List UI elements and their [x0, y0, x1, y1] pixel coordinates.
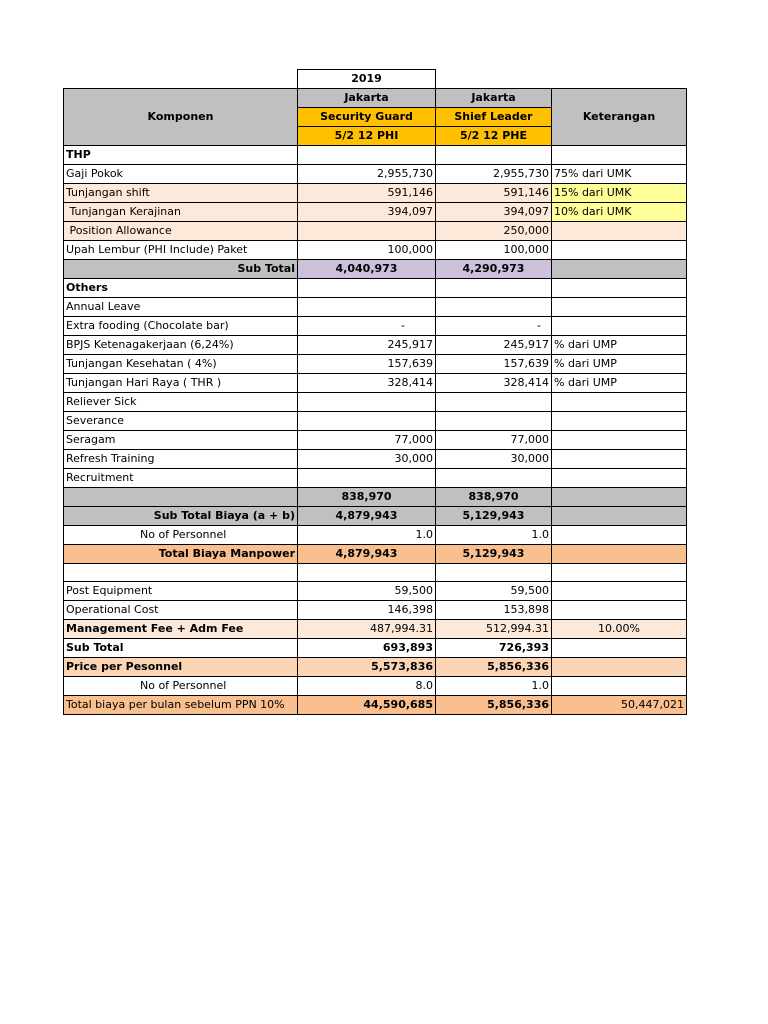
komponen-header: Komponen — [64, 89, 298, 146]
cost-spreadsheet — [63, 69, 687, 715]
total-manpower-col1: 4,879,943 — [298, 545, 436, 564]
table-row — [64, 450, 687, 469]
post-equipment-label: Post Equipment — [64, 582, 298, 601]
operational-cost-label: Operational Cost — [64, 601, 298, 620]
others-subtotal-col2: 838,970 — [436, 488, 552, 507]
operational-cost-col1: 146,398 — [298, 601, 436, 620]
year-cell: 2019 — [298, 70, 436, 89]
row-value-col1: 2,955,730 — [298, 165, 436, 184]
row-value-col2: 328,414 — [436, 374, 552, 393]
row-value-col2: - — [436, 317, 552, 336]
cost-personnel-row — [64, 677, 687, 696]
col1-city: Jakarta — [298, 89, 436, 108]
row-label: Upah Lembur (PHI Include) Paket — [64, 241, 298, 260]
row-value-col1: 328,414 — [298, 374, 436, 393]
management-fee-col2: 512,994.31 — [436, 620, 552, 639]
row-value-col1 — [298, 469, 436, 488]
table-row — [64, 222, 687, 241]
row-note — [552, 317, 687, 336]
management-fee-note: 10.00% — [552, 620, 687, 639]
row-label: Recruitment — [64, 469, 298, 488]
row-note — [552, 431, 687, 450]
price-per-personnel-col2: 5,856,336 — [436, 658, 552, 677]
col2-position: Shief Leader — [436, 108, 552, 127]
subtotal-biaya-col2: 5,129,943 — [436, 507, 552, 526]
row-note: % dari UMP — [552, 336, 687, 355]
table-row — [64, 165, 687, 184]
row-value-col2: 250,000 — [436, 222, 552, 241]
row-note: 75% dari UMK — [552, 165, 687, 184]
table-row — [64, 241, 687, 260]
table-row — [64, 336, 687, 355]
row-label: Tunjangan Kesehatan ( 4%) — [64, 355, 298, 374]
price-per-personnel-label: Price per Pesonnel — [64, 658, 298, 677]
subtotal-biaya-label: Sub Total Biaya (a + b) — [64, 507, 298, 526]
table-row — [64, 412, 687, 431]
row-note — [552, 412, 687, 431]
cost-subtotal-col1: 693,893 — [298, 639, 436, 658]
cost-subtotal-label: Sub Total — [64, 639, 298, 658]
row-value-col2: 100,000 — [436, 241, 552, 260]
row-label: Seragam — [64, 431, 298, 450]
personnel-col2: 1.0 — [436, 526, 552, 545]
thp-section-row — [64, 146, 687, 165]
row-note: 15% dari UMK — [552, 184, 687, 203]
cost-subtotal-row — [64, 639, 687, 658]
row-note — [552, 222, 687, 241]
total-before-ppn-col2: 5,856,336 — [436, 696, 552, 715]
total-before-ppn-label: Total biaya per bulan sebelum PPN 10% — [64, 696, 298, 715]
others-section-row — [64, 279, 687, 298]
row-value-col1 — [298, 412, 436, 431]
row-label: Reliever Sick — [64, 393, 298, 412]
cost-personnel-col1: 8.0 — [298, 677, 436, 696]
row-note: % dari UMP — [552, 374, 687, 393]
price-per-personnel-row — [64, 658, 687, 677]
total-manpower-row — [64, 545, 687, 564]
row-note — [552, 450, 687, 469]
table-row — [64, 355, 687, 374]
row-value-col2: 157,639 — [436, 355, 552, 374]
table-row — [64, 298, 687, 317]
personnel-row — [64, 526, 687, 545]
cost-table — [63, 69, 687, 715]
row-value-col1: 30,000 — [298, 450, 436, 469]
table-row — [64, 431, 687, 450]
row-value-col2: 77,000 — [436, 431, 552, 450]
post-equipment-row — [64, 582, 687, 601]
table-row — [64, 393, 687, 412]
row-value-col2: 394,097 — [436, 203, 552, 222]
others-subtotal-row — [64, 488, 687, 507]
table-row — [64, 469, 687, 488]
table-row — [64, 317, 687, 336]
cost-personnel-label: No of Personnel — [64, 677, 298, 696]
row-value-col2: 30,000 — [436, 450, 552, 469]
row-note: % dari UMP — [552, 355, 687, 374]
row-label: Annual Leave — [64, 298, 298, 317]
row-value-col1: 77,000 — [298, 431, 436, 450]
personnel-col1: 1.0 — [298, 526, 436, 545]
col2-city: Jakarta — [436, 89, 552, 108]
col2-shift: 5/2 12 PHE — [436, 127, 552, 146]
post-equipment-col1: 59,500 — [298, 582, 436, 601]
row-value-col1: 100,000 — [298, 241, 436, 260]
management-fee-label: Management Fee + Adm Fee — [64, 620, 298, 639]
management-fee-row — [64, 620, 687, 639]
row-value-col1 — [298, 298, 436, 317]
table-row — [64, 203, 687, 222]
row-value-col1 — [298, 393, 436, 412]
spacer-row — [64, 564, 687, 582]
row-value-col1: 394,097 — [298, 203, 436, 222]
col1-position: Security Guard — [298, 108, 436, 127]
row-label: Position Allowance — [64, 222, 298, 241]
row-value-col2: 591,146 — [436, 184, 552, 203]
row-note — [552, 393, 687, 412]
row-label: Severance — [64, 412, 298, 431]
row-label: Tunjangan Hari Raya ( THR ) — [64, 374, 298, 393]
operational-cost-row — [64, 601, 687, 620]
post-equipment-col2: 59,500 — [436, 582, 552, 601]
total-before-ppn-col1: 44,590,685 — [298, 696, 436, 715]
row-label: Tunjangan shift — [64, 184, 298, 203]
row-value-col2: 245,917 — [436, 336, 552, 355]
total-before-ppn-note: 50,447,021 — [552, 696, 687, 715]
cost-subtotal-col2: 726,393 — [436, 639, 552, 658]
row-value-col1 — [298, 222, 436, 241]
row-value-col1: 245,917 — [298, 336, 436, 355]
operational-cost-col2: 153,898 — [436, 601, 552, 620]
row-label: Refresh Training — [64, 450, 298, 469]
thp-subtotal-col1: 4,040,973 — [298, 260, 436, 279]
total-manpower-label: Total Biaya Manpower — [64, 545, 298, 564]
row-note — [552, 241, 687, 260]
row-value-col1: 591,146 — [298, 184, 436, 203]
thp-subtotal-row — [64, 260, 687, 279]
keterangan-header: Keterangan — [552, 89, 687, 146]
row-note — [552, 469, 687, 488]
row-value-col2 — [436, 393, 552, 412]
thp-subtotal-label: Sub Total — [64, 260, 298, 279]
row-value-col2: 2,955,730 — [436, 165, 552, 184]
header-city-row — [64, 89, 687, 108]
others-section-label: Others — [64, 279, 298, 298]
row-value-col2 — [436, 469, 552, 488]
row-label: Gaji Pokok — [64, 165, 298, 184]
row-value-col1: 157,639 — [298, 355, 436, 374]
thp-section-label: THP — [64, 146, 298, 165]
subtotal-biaya-col1: 4,879,943 — [298, 507, 436, 526]
row-label: BPJS Ketenagakerjaan (6,24%) — [64, 336, 298, 355]
table-row — [64, 184, 687, 203]
personnel-label: No of Personnel — [64, 526, 298, 545]
year-row — [64, 70, 687, 89]
table-row — [64, 374, 687, 393]
total-before-ppn-row — [64, 696, 687, 715]
row-note — [552, 298, 687, 317]
cost-personnel-col2: 1.0 — [436, 677, 552, 696]
col1-shift: 5/2 12 PHI — [298, 127, 436, 146]
others-subtotal-col1: 838,970 — [298, 488, 436, 507]
row-label: Tunjangan Kerajinan — [64, 203, 298, 222]
thp-subtotal-col2: 4,290,973 — [436, 260, 552, 279]
row-value-col2 — [436, 298, 552, 317]
price-per-personnel-col1: 5,573,836 — [298, 658, 436, 677]
row-value-col2 — [436, 412, 552, 431]
row-value-col1: - — [298, 317, 436, 336]
management-fee-col1: 487,994.31 — [298, 620, 436, 639]
total-manpower-col2: 5,129,943 — [436, 545, 552, 564]
subtotal-biaya-row — [64, 507, 687, 526]
row-note: 10% dari UMK — [552, 203, 687, 222]
row-label: Extra fooding (Chocolate bar) — [64, 317, 298, 336]
